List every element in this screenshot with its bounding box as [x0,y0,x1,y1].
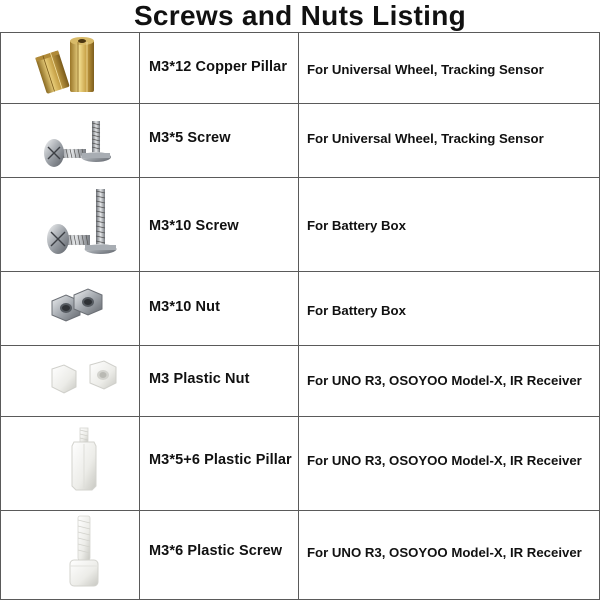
brass-standoff-icon [6,32,131,103]
part-usage: For UNO R3, OSOYOO Model-X, IR Receiver [307,373,582,388]
plastic-hex-nut-icon [6,345,131,416]
table-row [0,103,600,177]
table-row [0,271,600,345]
part-name: M3*12 Copper Pillar [149,59,288,75]
table-row [0,32,600,103]
part-name: M3*5+6 Plastic Pillar [149,452,292,468]
part-name: M3*6 Plastic Screw [149,543,283,559]
parts-table [0,32,600,600]
part-name: M3*10 Nut [149,299,220,315]
table-row [0,510,600,599]
plastic-standoff-icon [6,416,131,510]
part-usage: For UNO R3, OSOYOO Model-X, IR Receiver [307,545,582,560]
plastic-screw-icon [6,510,131,599]
part-usage: For UNO R3, OSOYOO Model-X, IR Receiver [307,453,582,468]
steel-hex-nut-icon [6,271,131,345]
part-name: M3*10 Screw [149,218,239,234]
table-row [0,345,600,416]
part-usage: For Universal Wheel, Tracking Sensor [307,62,544,77]
long-screw-icon [6,177,131,271]
part-usage: For Battery Box [307,303,406,318]
part-usage: For Universal Wheel, Tracking Sensor [307,131,544,146]
table-row [0,177,600,271]
table-row [0,416,600,510]
part-usage: For Battery Box [307,218,406,233]
short-screw-icon [6,103,131,177]
page-title: Screws and Nuts Listing [133,0,467,31]
part-name: M3*5 Screw [149,130,231,146]
part-name: M3 Plastic Nut [149,371,250,387]
